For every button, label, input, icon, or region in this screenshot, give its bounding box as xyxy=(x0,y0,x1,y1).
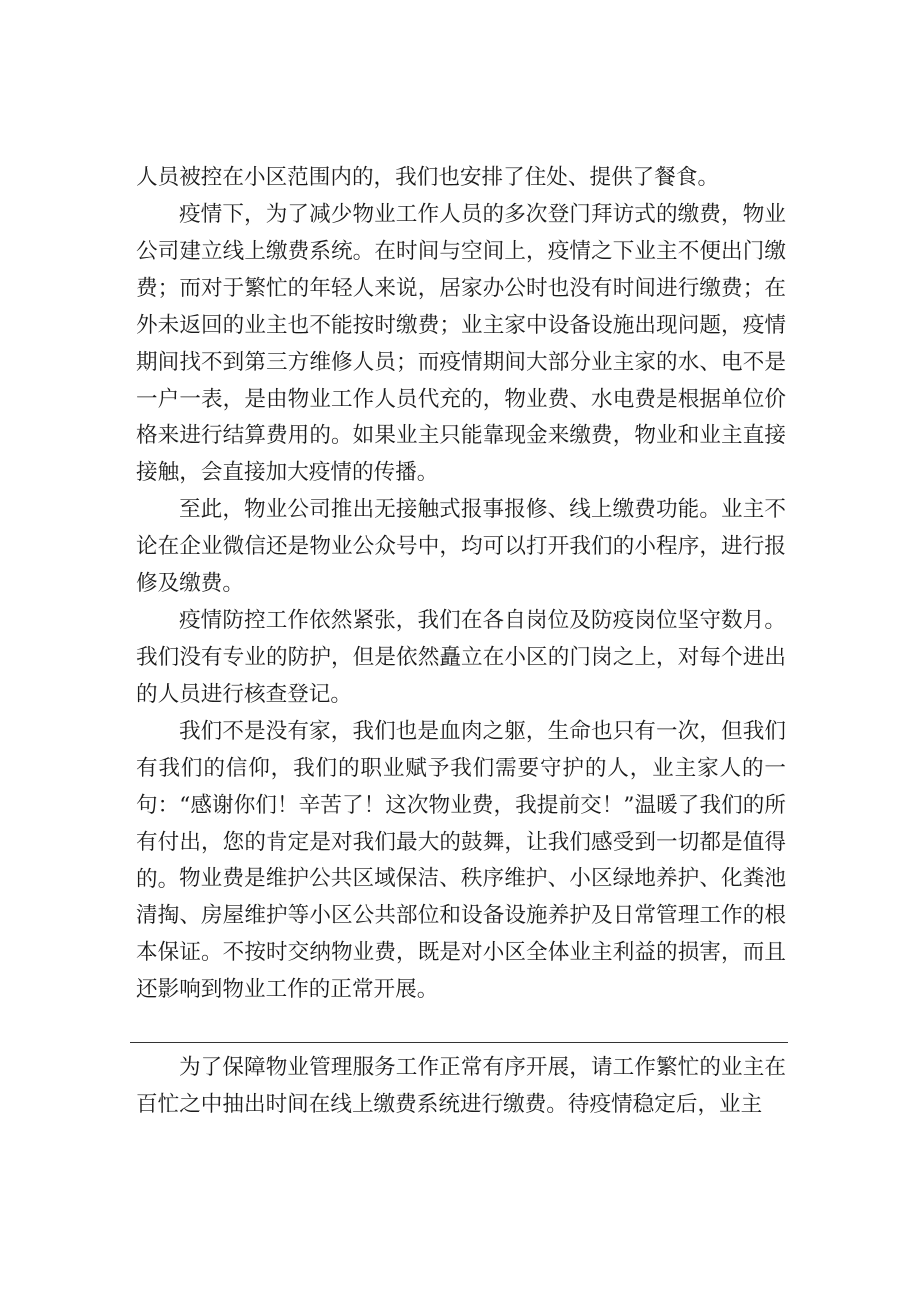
paragraph-online-payment-system: 疫情下，为了减少物业工作人员的多次登门拜访式的缴费，物业公司建立线上缴费系统。在时间与空间上，疫情之下业主不便出门缴费；而对于繁忙的年轻人来说，居家办公时也没有时间进行缴费；在外未返回的业主也不能按时缴费；业主家中设备设施出现问题，疫情期间找不到第三方维修人员；而疫情期间大部分业主家的水、电不是一户一表，是由物业工作人员代充的，物业费、水电费是根据单位价格来进行结算费用的。如果业主只能靠现金来缴费，物业和业主直接接触，会直接加大疫情的传播。 xyxy=(136,202,786,486)
horizontal-divider xyxy=(130,1042,788,1043)
paragraph-fee-purpose: 物业费是维护公共区域保洁、秩序维护、小区绿地养护、化粪池清掏、房屋维护等小区公共部位和设备设施养护及日常管理工作的根本保证。不按时交纳物业费，既是对小区全体业主利益的损害，而且还影响到物业工作的正常开展。 xyxy=(136,866,786,1002)
paragraph-epidemic-duty: 疫情防控工作依然紧张，我们在各自岗位及防疫岗位坚守数月。我们没有专业的防护，但是依然矗立在小区的门岗之上，对每个进出的人员进行核查登记。 xyxy=(136,608,786,707)
paragraph-continuation: 人员被控在小区范围内的，我们也安排了住处、提供了餐食。 xyxy=(136,165,720,190)
paragraph-payment-request: 为了保障物业管理服务工作正常有序开展，请工作繁忙的业主在百忙之中抽出时间在线上缴费系统进行缴费。待疫情稳定后，业主 xyxy=(136,1055,786,1117)
paragraph-gratitude: 我们不是没有家，我们也是血肉之躯，生命也只有一次，但我们有我们的信仰，我们的职业赋予我们需要守护的人，业主家人的一句：“感谢你们！辛苦了！这次物业费，我提前交！”温暖了我们的所有付出，您的肯定是对我们最大的鼓舞，让我们感受到一切都是值得的。 xyxy=(136,719,786,892)
paragraph-contactless-service: 至此，物业公司推出无接触式报事报修、线上缴费功能。业主不论在企业微信还是物业公众号中，均可以打开我们的小程序，进行报修及缴费。 xyxy=(136,497,786,596)
